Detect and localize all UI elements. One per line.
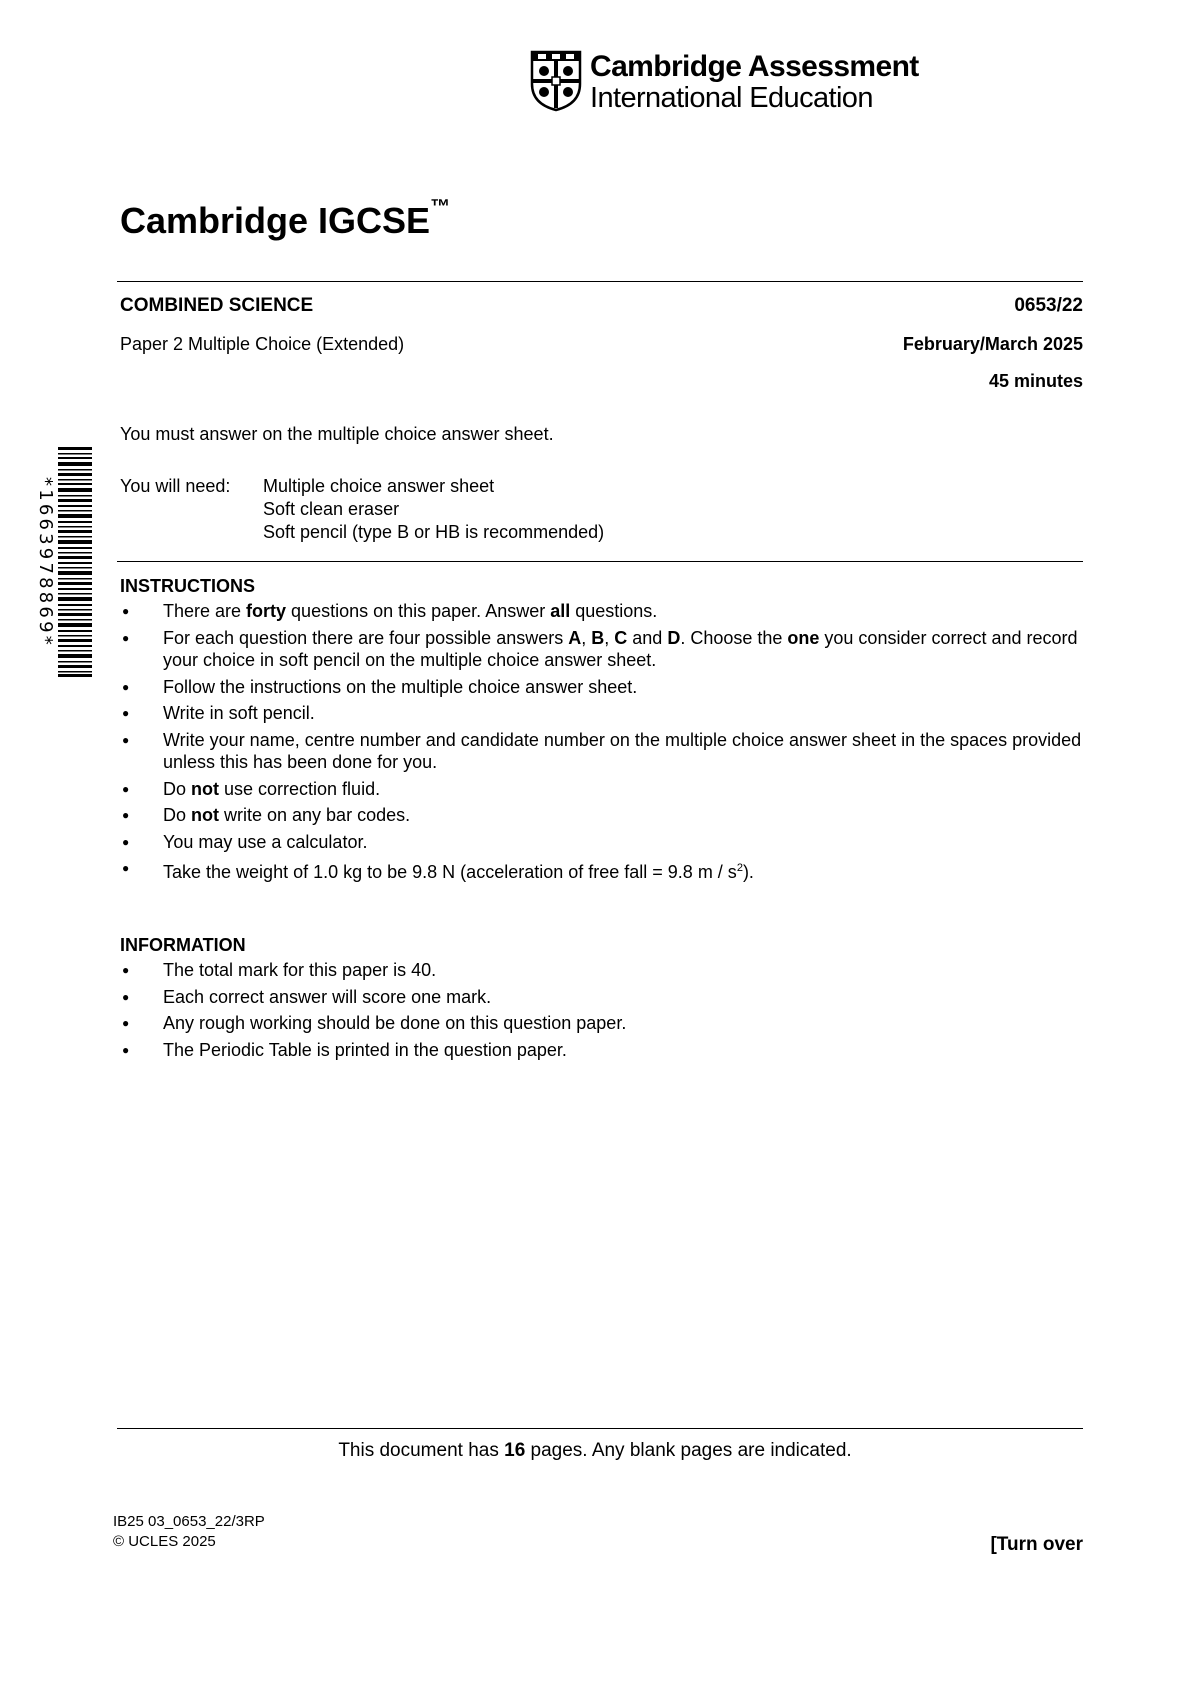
paper-code: 0653/22 [1014,295,1083,316]
barcode [36,447,96,677]
bullet-icon: ● [122,861,130,875]
qualification-name: Cambridge IGCSE [120,200,431,241]
text: Follow the instructions on the multiple choice answer sheet. [163,676,638,697]
need-item: Soft clean eraser [263,499,400,519]
need-item: Multiple choice answer sheet [263,476,495,496]
text: Each correct answer will score one mark. [163,986,492,1007]
list-item [120,600,1090,623]
text: . Choose the [680,627,788,648]
copyright: © UCLES 2025 [113,1533,216,1550]
text: write on any bar codes. [219,805,411,825]
text: For each question there are four possible answers [163,627,569,648]
bullet-icon: ● [122,963,130,977]
subject-title: COMBINED SCIENCE [120,295,314,316]
text: The total mark for this paper is 40. [163,960,437,980]
superscript: 2 [736,862,743,874]
trademark-symbol: ™ [430,196,451,218]
instructions-list [120,600,1090,888]
bullet-icon: ● [122,808,130,822]
emphasis: B [591,627,605,648]
barcode-bars-icon [58,447,92,677]
barcode-digits: *1663978869* [35,476,56,648]
instructions-divider [117,561,1083,562]
text: Write your name, centre number and candidate number on the multiple choice answer sheet in the spaces provided unless this has been done for you. [163,729,1082,772]
exam-duration: 45 minutes [988,371,1083,391]
information-list [120,959,1090,1065]
text: There are [163,601,247,621]
emphasis: forty [246,601,287,621]
paper-name: Paper 2 Multiple Choice (Extended) [120,334,405,354]
you-will-need-label: You will need: [120,476,231,496]
university-crest-icon [530,50,582,112]
header-divider [117,281,1083,282]
list-item [120,627,1090,672]
text: questions. [570,601,658,621]
emphasis: one [787,627,820,648]
bullet-icon: ● [122,604,130,618]
emphasis: not [191,805,219,825]
emphasis: all [550,601,571,621]
instructions-heading: INSTRUCTIONS [120,576,255,596]
list-item [120,857,1090,884]
list-item [120,986,1090,1009]
text: Take the weight of 1.0 kg to be 9.8 N (acceleration of free fall = 9.8 m / s [163,862,737,882]
text: Do [163,778,192,799]
text: Write in soft pencil. [163,703,315,723]
cambridge-logo [530,50,919,114]
bullet-icon: ● [122,630,130,645]
text: This document has [338,1440,505,1461]
text: you consider correct and record your choice in soft pencil on the multiple choice answer sheet. [163,627,1078,670]
bullet-icon: ● [122,679,130,694]
list-item [120,729,1090,774]
list-item [120,778,1090,801]
text: pages. Any blank pages are indicated. [525,1440,852,1461]
text: , [604,627,615,648]
emphasis: C [614,627,628,648]
bullet-icon: ● [122,732,130,747]
text: use correction fluid. [219,778,381,799]
emphasis: D [667,627,681,648]
page-count-note [0,1440,1190,1462]
qualification-title [120,196,451,242]
list-item [120,1039,1090,1062]
text: questions on this paper. Answer [286,601,551,621]
emphasis: A [568,627,582,648]
information-heading: INFORMATION [120,935,246,955]
text: Do [163,805,192,825]
list-item [120,1012,1090,1035]
text: Any rough working should be done on this question paper. [163,1013,627,1033]
logo-line-1: Cambridge Assessment [590,50,919,83]
bullet-icon: ● [122,834,130,849]
bullet-icon: ● [122,1042,130,1057]
text: , [581,627,592,648]
list-item [120,702,1090,725]
exam-session: February/March 2025 [902,334,1083,354]
bullet-icon: ● [122,706,130,720]
list-item [120,831,1090,854]
document-reference: IB25 03_0653_22/3RP [113,1513,265,1530]
logo-line-2: International Education [590,82,873,114]
bullet-icon: ● [122,989,130,1004]
bullet-icon: ● [122,1016,130,1030]
text: ). [742,862,754,882]
answer-instruction: You must answer on the multiple choice answer sheet. [120,424,554,444]
footer-divider [117,1428,1083,1429]
list-item [120,676,1090,699]
list-item [120,804,1090,827]
list-item [120,959,1090,982]
page-count: 16 [504,1440,526,1461]
text: You may use a calculator. [163,831,368,852]
emphasis: not [191,778,219,799]
turn-over: [Turn over [990,1534,1083,1555]
need-item: Soft pencil (type B or HB is recommended) [263,522,605,542]
text: and [627,627,668,648]
text: The Periodic Table is printed in the question paper. [163,1039,567,1060]
bullet-icon: ● [122,781,130,796]
